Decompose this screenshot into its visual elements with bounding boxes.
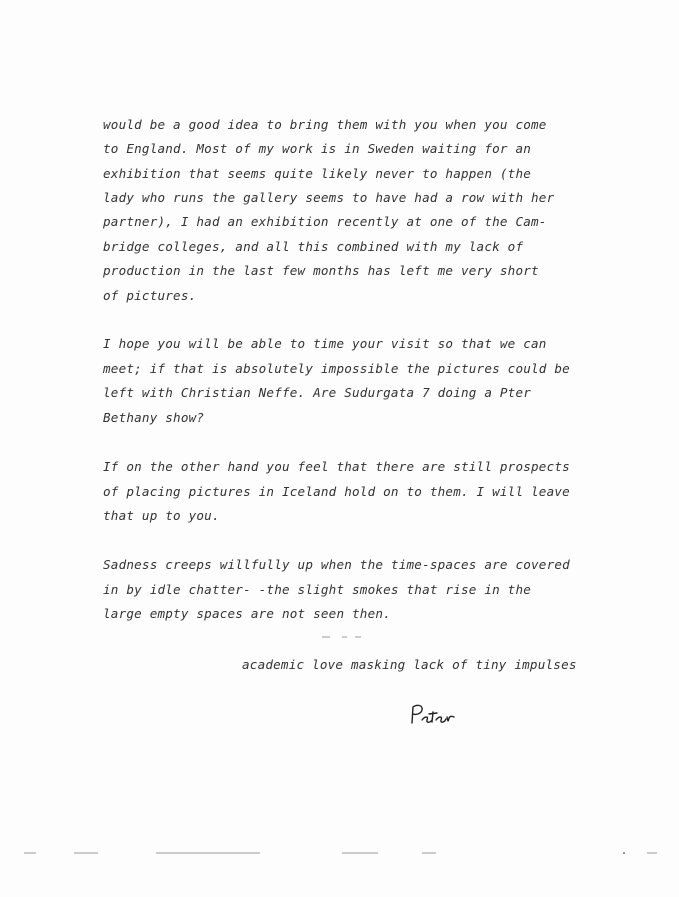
closing-line: academic love masking lack of tiny impulses <box>242 657 577 672</box>
letter-line: to England. Most of my work is in Sweden waiting for an <box>103 141 532 156</box>
letter-line: partner), I had an exhibition recently at one of the Cam- <box>103 214 547 229</box>
letter-line: in by idle chatter- -the slight smokes that rise in the <box>103 582 532 597</box>
letter-line: exhibition that seems quite likely never to happen (the <box>103 166 532 181</box>
letter-line: production in the last few months has left me very short <box>103 263 539 278</box>
letter-line: left with Christian Neffe. Are Sudurgata 7 doing a Pter <box>103 385 532 400</box>
letter-line: Sadness creeps willfully up when the time-spaces are covered <box>103 557 570 572</box>
letter-line: bridge colleges, and all this combined with my lack of <box>103 239 524 254</box>
letter-line: of pictures. <box>103 288 197 303</box>
letter-line: If on the other hand you feel that there are still prospects <box>103 459 570 474</box>
letter-line: would be a good idea to bring them with you when you come <box>103 117 547 132</box>
letter-line: meet; if that is absolutely impossible the pictures could be <box>103 361 570 376</box>
letter-line: that up to you. <box>103 508 220 523</box>
letter-line: large empty spaces are not seen then. <box>103 606 391 621</box>
letter-line: lady who runs the gallery seems to have had a row with her <box>103 190 555 205</box>
letter-line: of placing pictures in Iceland hold on to them. I will leave <box>103 484 570 499</box>
letter-line: I hope you will be able to time your visit so that we can <box>103 336 547 351</box>
letter-line: Bethany show? <box>103 410 205 425</box>
signature <box>408 701 458 727</box>
